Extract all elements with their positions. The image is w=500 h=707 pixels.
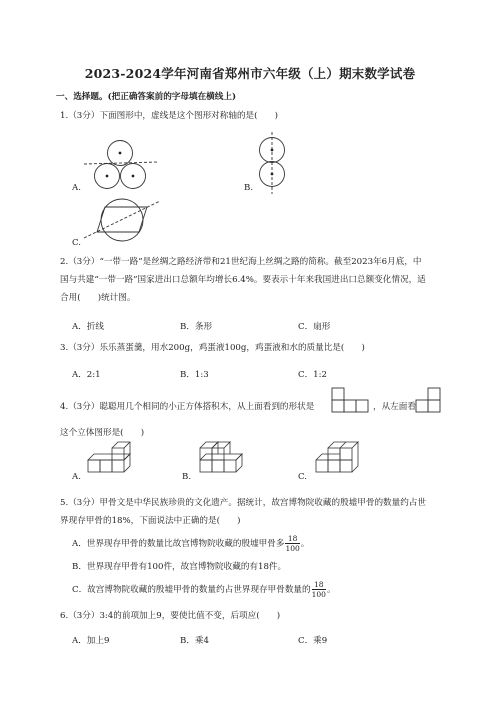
q2-option-c: C．扇形 (298, 322, 331, 332)
q5-option-a-fraction (285, 534, 299, 553)
q3-option-c: C．1:2 (298, 370, 327, 380)
q6-option-b: B．乘4 (180, 636, 209, 646)
q5-option-c (72, 580, 336, 599)
question-4-line2: 这个立体图形是( ) (60, 428, 145, 438)
question-4-line1-tail: ，从左面看 (373, 402, 416, 412)
q2-option-b: B．条形 (180, 322, 213, 332)
question-5-line2: 界现存甲骨的18%，下面说法中正确的是( ) (60, 516, 241, 526)
section-heading: 一、选择题。(把正确答案前的字母填在横线上) (56, 92, 237, 102)
q1-label-a: A. (72, 183, 81, 193)
question-2-line1: 2.（3分）“一带一路”是丝绸之路经济带和21世纪海上丝绸之路的简称。截至2023年6月底，中 (60, 257, 422, 267)
q1-label-b: B. (244, 183, 254, 193)
q1-figure-a (84, 132, 164, 194)
q5-option-c-period: 。 (326, 585, 336, 595)
fraction-numerator: 18 (285, 534, 299, 544)
q6-option-c: C．乘9 (298, 636, 328, 646)
q1-figure-c (84, 196, 164, 244)
q4-top-view (331, 387, 371, 413)
q6-option-a: A．加上9 (72, 636, 110, 646)
page-title: 2023-2024学年河南省郑州市六年级（上）期末数学试卷 (84, 66, 416, 81)
q4-label-b: B. (182, 472, 192, 482)
question-1-stem: 1.（3分）下面图形中，虚线是这个图形对称轴的是( ) (60, 111, 279, 121)
question-5-line1: 5.（3分）甲骨文是中华民族珍贵的文化遗产。据统计，故宫博物院收藏的殷墟甲骨的数量约占世 (60, 498, 427, 508)
q5-option-a-text: A．世界现存甲骨的数量比故宫博物院收藏的殷墟甲骨多 (72, 539, 285, 549)
q3-option-a: A．2:1 (72, 370, 101, 380)
q4-label-c: C. (298, 472, 308, 482)
question-3-stem: 3.（3分）乐乐蒸蛋羹，用水200g，鸡蛋液100g，鸡蛋液和水的质量比是( ) (60, 343, 365, 353)
q4-option-b-figure (196, 444, 244, 478)
q3-option-b: B．1:3 (180, 370, 209, 380)
q1-label-c: C. (72, 238, 82, 248)
q4-option-a-figure (84, 446, 132, 478)
q4-label-a: A. (72, 472, 81, 482)
q1-figure-b (254, 130, 294, 196)
q5-option-a-period: 。 (300, 539, 310, 549)
q5-option-c-fraction (312, 580, 326, 599)
question-6-stem: 6.（3分）3:4的前项加上9，要使比值不变，后项应( ) (60, 611, 281, 621)
fraction-denominator: 100 (285, 544, 300, 553)
q4-option-c-figure (312, 446, 360, 478)
question-2-line2: 国与共建“一带一路”国家进出口总额年均增长6.4%。要表示十年来我国进出口总额变化情况，适 (60, 275, 426, 285)
q5-option-a (72, 534, 309, 553)
q4-left-view (415, 387, 445, 413)
question-4-line1: 4.（3分）聪聪用几个相同的小正方体搭积木，从上面看到的形状是 (60, 402, 315, 412)
fraction-numerator: 18 (312, 580, 326, 590)
question-2-line3: 合用( )统计图。 (60, 293, 136, 303)
q5-option-b: B．世界现存甲骨有100件，故宫博物院收藏的有18件。 (72, 562, 287, 572)
fraction-denominator: 100 (311, 590, 326, 599)
q5-option-c-text: C．故宫博物院收藏的殷墟甲骨的数量约占世界现存甲骨数量的 (72, 585, 311, 595)
q2-option-a: A．折线 (72, 322, 104, 332)
